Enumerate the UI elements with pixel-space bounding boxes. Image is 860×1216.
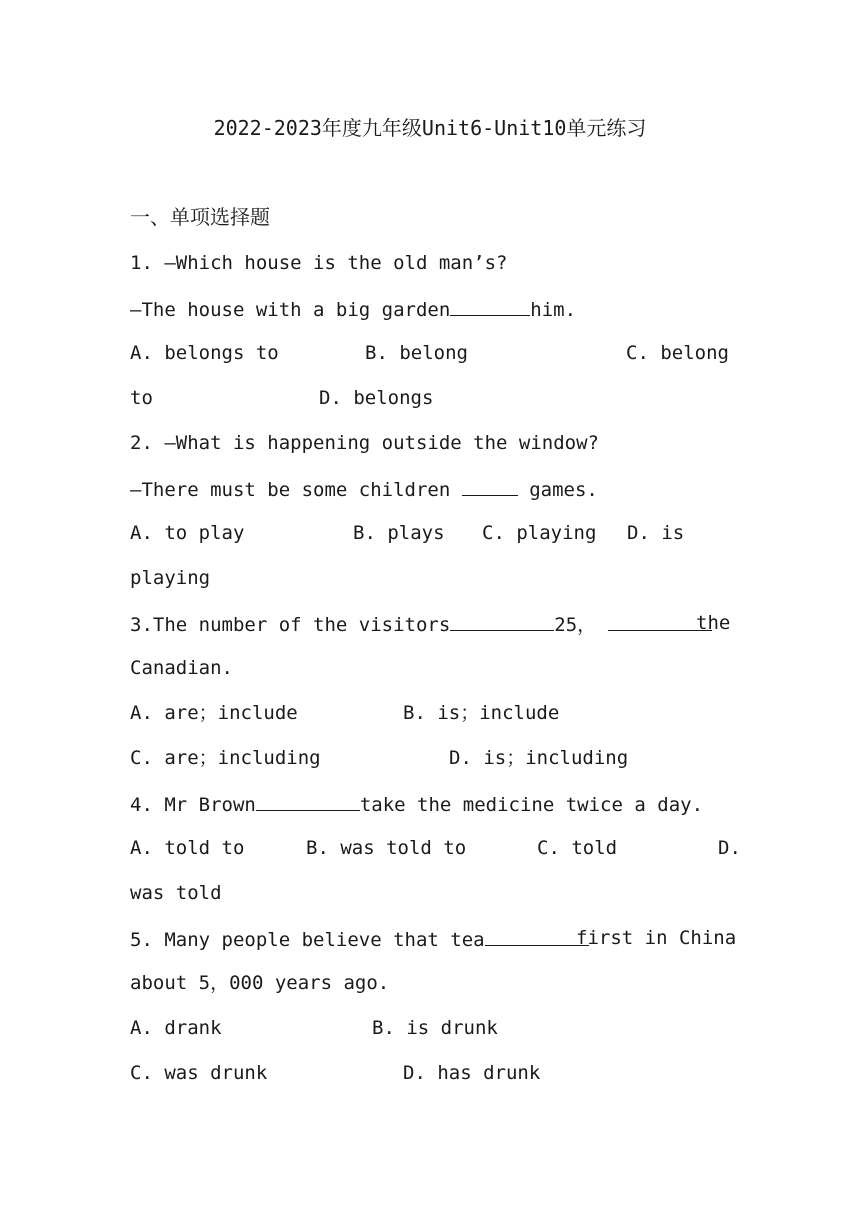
answer-blank — [450, 608, 554, 631]
question-4-option-d-continued: was told — [130, 882, 222, 904]
question-2-option-a: A. to play — [130, 522, 245, 544]
question-2-reply-end: games. — [529, 479, 598, 501]
question-5-stem-continued: about 5，000 years ago. — [130, 972, 390, 994]
question-3-stem-end: the — [696, 612, 731, 634]
question-4-stem-end: take the medicine twice a day. — [359, 794, 704, 816]
question-5-stem-end: first in China — [576, 927, 737, 949]
question-1-reply-end: him. — [530, 299, 577, 321]
question-3-option-c: C. are；including — [130, 747, 321, 769]
question-2-option-d: D. is — [627, 522, 685, 544]
question-2-reply — [130, 473, 598, 505]
answer-blank — [256, 788, 360, 811]
question-5-stem — [130, 923, 589, 955]
question-3-stem-text: 3.The number of the visitors — [130, 614, 451, 636]
answer-blank — [462, 473, 518, 496]
question-3-stem-continued: Canadian. — [130, 657, 233, 679]
question-5-option-a: A. drank — [130, 1017, 222, 1039]
question-3-stem — [130, 608, 712, 640]
question-3-option-d: D. is；including — [449, 747, 629, 769]
question-1-option-b: B. belong — [365, 342, 468, 364]
question-2-option-b: B. plays — [353, 522, 445, 544]
question-3-stem-mid: 25， — [554, 614, 597, 636]
question-2-option-c: C. playing — [482, 522, 597, 544]
question-1-reply-text: –The house with a big garden — [130, 299, 451, 321]
question-2-reply-text: –There must be some children — [130, 479, 451, 501]
question-3-option-a: A. are；include — [130, 702, 298, 724]
question-5-option-d: D. has drunk — [403, 1062, 541, 1084]
question-5-option-c: C. was drunk — [130, 1062, 268, 1084]
question-5-option-b: B. is drunk — [372, 1017, 498, 1039]
document-title: 2022-2023年度九年级Unit6-Unit10单元练习 — [213, 116, 647, 140]
question-2-stem: 2. –What is happening outside the window? — [130, 432, 599, 454]
question-3-option-b: B. is；include — [403, 702, 560, 724]
question-4-option-c: C. told — [537, 837, 618, 859]
question-4-option-b: B. was told to — [306, 837, 467, 859]
question-1-option-a: A. belongs to — [130, 342, 279, 364]
question-4-stem-text: 4. Mr Brown — [130, 794, 256, 816]
answer-blank — [450, 293, 530, 316]
question-4-option-a: A. told to — [130, 837, 245, 859]
answer-blank — [485, 923, 589, 946]
question-1-stem: 1. –Which house is the old man’s? — [130, 252, 508, 274]
section-heading: 一、单项选择题 — [130, 205, 270, 229]
question-1-option-c-continued: to — [130, 387, 153, 409]
question-4-option-d: D. — [718, 837, 741, 859]
question-2-option-d-continued: playing — [130, 567, 211, 589]
question-4-stem — [130, 788, 703, 820]
question-5-stem-text: 5. Many people believe that tea — [130, 929, 485, 951]
question-1-option-d: D. belongs — [319, 387, 434, 409]
question-1-option-c: C. belong — [626, 342, 729, 364]
question-1-reply — [130, 293, 576, 325]
